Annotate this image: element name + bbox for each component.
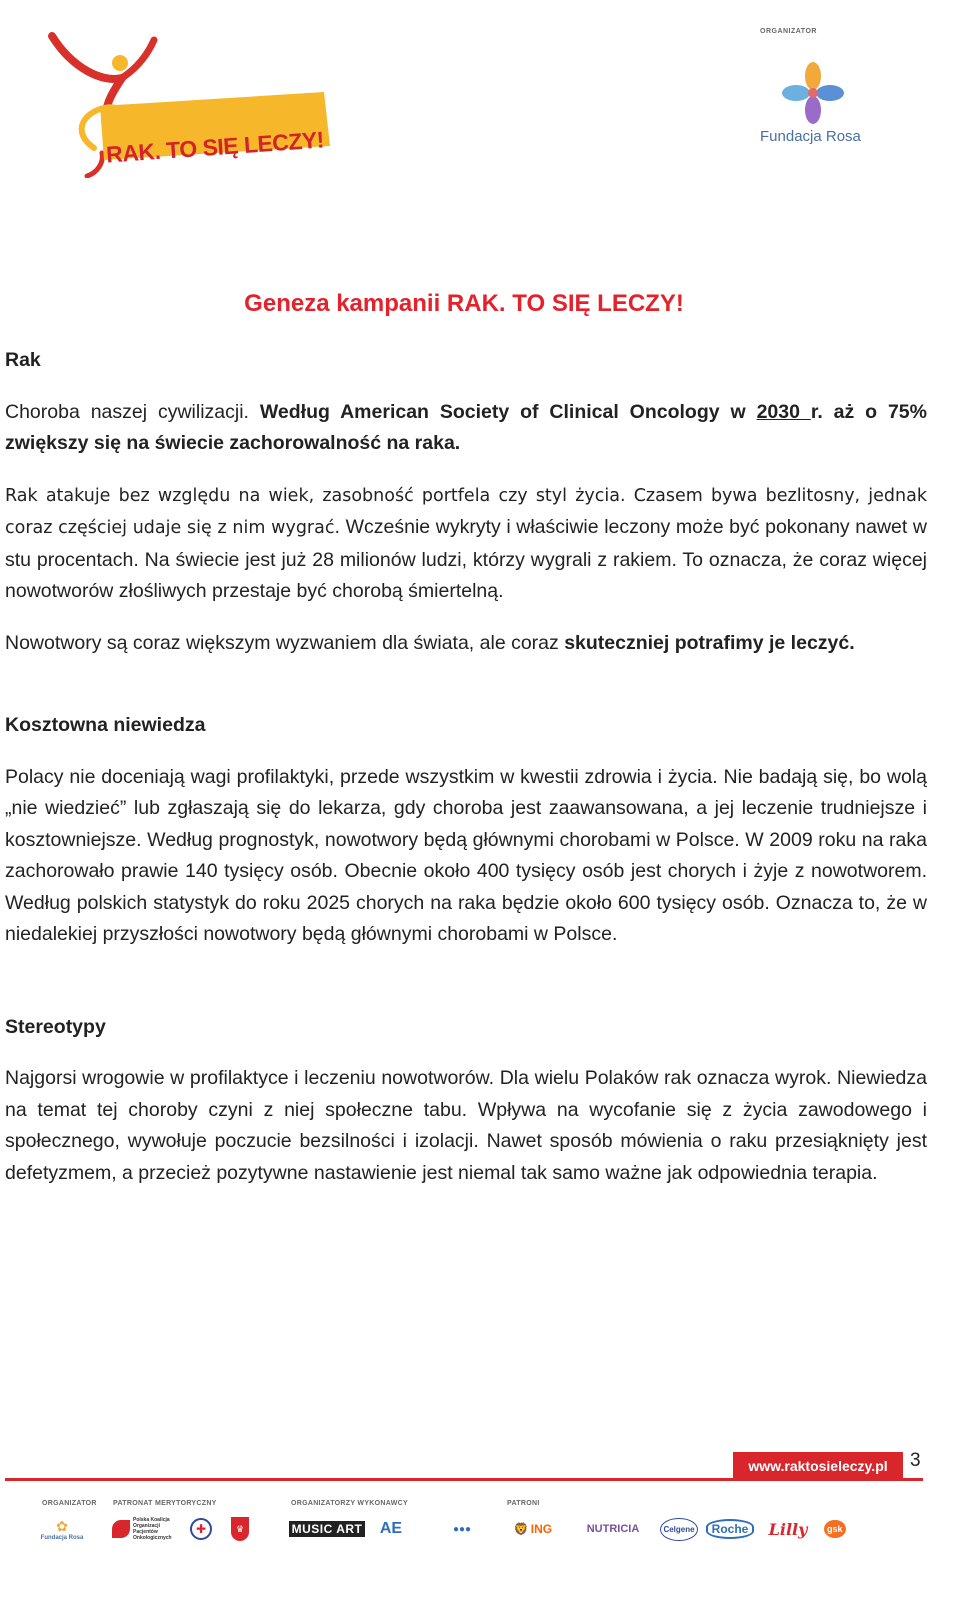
sponsor-nutricia-text: NUTRICIA [586, 1523, 640, 1535]
p2-part-a: Rak atakuje bez względu na wiek, zasobność portfela czy styl życia. [5, 485, 626, 506]
sponsor-emblem-1 [188, 1516, 214, 1542]
sponsor-labels [0, 1500, 960, 1512]
sponsor-lilly [766, 1516, 810, 1542]
cross-emblem-icon: ✚ [190, 1518, 212, 1540]
organizer-name: Fundacja Rosa [760, 128, 861, 145]
organizer-label: ORGANIZATOR [760, 28, 817, 35]
p1-year: 2030 [756, 400, 811, 423]
sponsor-roche-text: Roche [706, 1519, 755, 1539]
label-executors: ORGANIZATORZY WYKONAWCY [291, 1500, 408, 1507]
sponsor-musicart-text: MUSIC ART [289, 1521, 366, 1537]
p3-part-a: Nowotwory są coraz większym wyzwaniem dla świata, ale coraz [5, 631, 565, 654]
section-heading-rak: Rak [5, 349, 41, 371]
sponsor-dots [448, 1516, 476, 1542]
label-organizer: ORGANIZATOR [42, 1500, 97, 1507]
p1-intro: Choroba naszej cywilizacji. [5, 400, 260, 423]
fundacja-rosa-flower-icon [778, 58, 848, 128]
sponsor-ing [508, 1516, 558, 1542]
sponsor-roche [706, 1516, 754, 1542]
footer-divider [5, 1478, 923, 1481]
sponsor-gsk [824, 1516, 890, 1542]
rosa-small-flower-icon: ✿ [56, 1517, 68, 1534]
page-title: Geneza kampanii RAK. TO SIĘ LECZY! [244, 290, 684, 317]
footer-url[interactable]: www.raktosieleczy.pl [733, 1452, 903, 1480]
dots-logo-icon: ●●● [452, 1523, 472, 1535]
sponsor-ing-text: ING [530, 1522, 553, 1536]
sponsor-celgene-text: Celgene [660, 1518, 697, 1541]
p1-bold-a: Według American Society of Clinical Oncology w [259, 400, 757, 423]
pko-icon [112, 1520, 130, 1538]
sponsor-ae [374, 1516, 408, 1542]
section1-paragraph-1 [5, 397, 927, 460]
sponsor-pko-text: Polska Koalicja Organizacji Pacjentów Onkologicznych [133, 1517, 172, 1541]
section2-paragraph-1: Polacy nie doceniają wagi profilaktyki, przede wszystkim w kwestii zdrowia i życia. Nie badają się, bo wolą „nie wiedzieć” lub zgłaszają się do lekarza, gdy choroba jest zaawansowana, a jej leczenie trudniejsze i kosztowniejsze. Według prognostyk, nowotwory będą głównymi chorobami w Polsce. W 2009 roku na raka zachorowało prawie 140 tysięcy osób. Obecnie około 400 tysięcy osób jest chorych i żyje z nowotworem. Według polskich statystyk do roku 2025 chorych na raka będzie około 600 tysięcy osób. Oznacza to, że w niedalekiej przyszłości nowotwory będą głównymi chorobami w Polsce. [5, 765, 927, 945]
organizer-block [760, 28, 890, 145]
sponsor-rosa-text: Fundacja Rosa [40, 1534, 84, 1541]
sponsor-celgene [662, 1516, 696, 1542]
section3-paragraph-1: Najgorsi wrogowie w profilaktyce i leczeniu nowotworów. Dla wielu Polaków rak oznacza wyrok. Niewiedza na temat tej choroby czyni z niej społeczne tabu. Wpływa na wycofanie się z życia zawodowego i społecznego, wywołuje poczucie bezsilności i izolacji. Nawet sposób mówienia o raku przesiąknięty jest defetyzmem, a przecież pozytywne nastawienie jest niemal tak samo ważne jak odpowiednia terapia. [5, 1067, 927, 1184]
sponsor-pko [112, 1516, 182, 1542]
ing-lion-icon: 🦁 [513, 1522, 529, 1536]
sponsor-rosa [40, 1516, 84, 1542]
p2-part-c: Wcześnie wykryty i właściwie leczony może być pokonany nawet w stu procentach. Na świecie jest już 28 milionów ludzi, którzy wygrali z rakiem. To oznacza, że coraz więcej nowotworów złośliwych przestaje być chorobą śmiertelną. [5, 516, 927, 602]
p1-bold-b: r. aż o 75% zwiększy się na świecie zachorowalność na raka. [5, 400, 927, 454]
sponsor-musicart [291, 1516, 363, 1542]
document-body [5, 345, 927, 1189]
p2-part-b: Czasem bywa bezlitosny, jednak coraz częściej udaje się z nim wygrać. [5, 485, 927, 538]
section1-paragraph-2 [5, 480, 927, 608]
label-patronage: PATRONAT MERYTORYCZNY [113, 1500, 217, 1507]
sponsor-emblem-2 [228, 1516, 252, 1542]
label-patrons: PATRONI [507, 1500, 540, 1507]
shield-icon: ♛ [231, 1517, 249, 1541]
sponsor-ae-text: AE [379, 1520, 403, 1537]
section-heading-kosztowna-niewiedza: Kosztowna niewiedza [5, 714, 206, 736]
sponsor-lilly-text: Lilly [768, 1519, 808, 1539]
campaign-logo-text: RAK. TO SIĘ LECZY! [105, 126, 325, 168]
section1-paragraph-3 [5, 628, 927, 660]
p3-bold: skuteczniej potrafimy je leczyć. [564, 631, 855, 654]
sponsor-gsk-text: gsk [824, 1520, 846, 1538]
campaign-logo [42, 28, 332, 178]
sponsor-nutricia [578, 1516, 648, 1542]
sponsor-logos [0, 1516, 960, 1552]
section-heading-stereotypy: Stereotypy [5, 1015, 106, 1038]
page-number: 3 [910, 1450, 921, 1471]
